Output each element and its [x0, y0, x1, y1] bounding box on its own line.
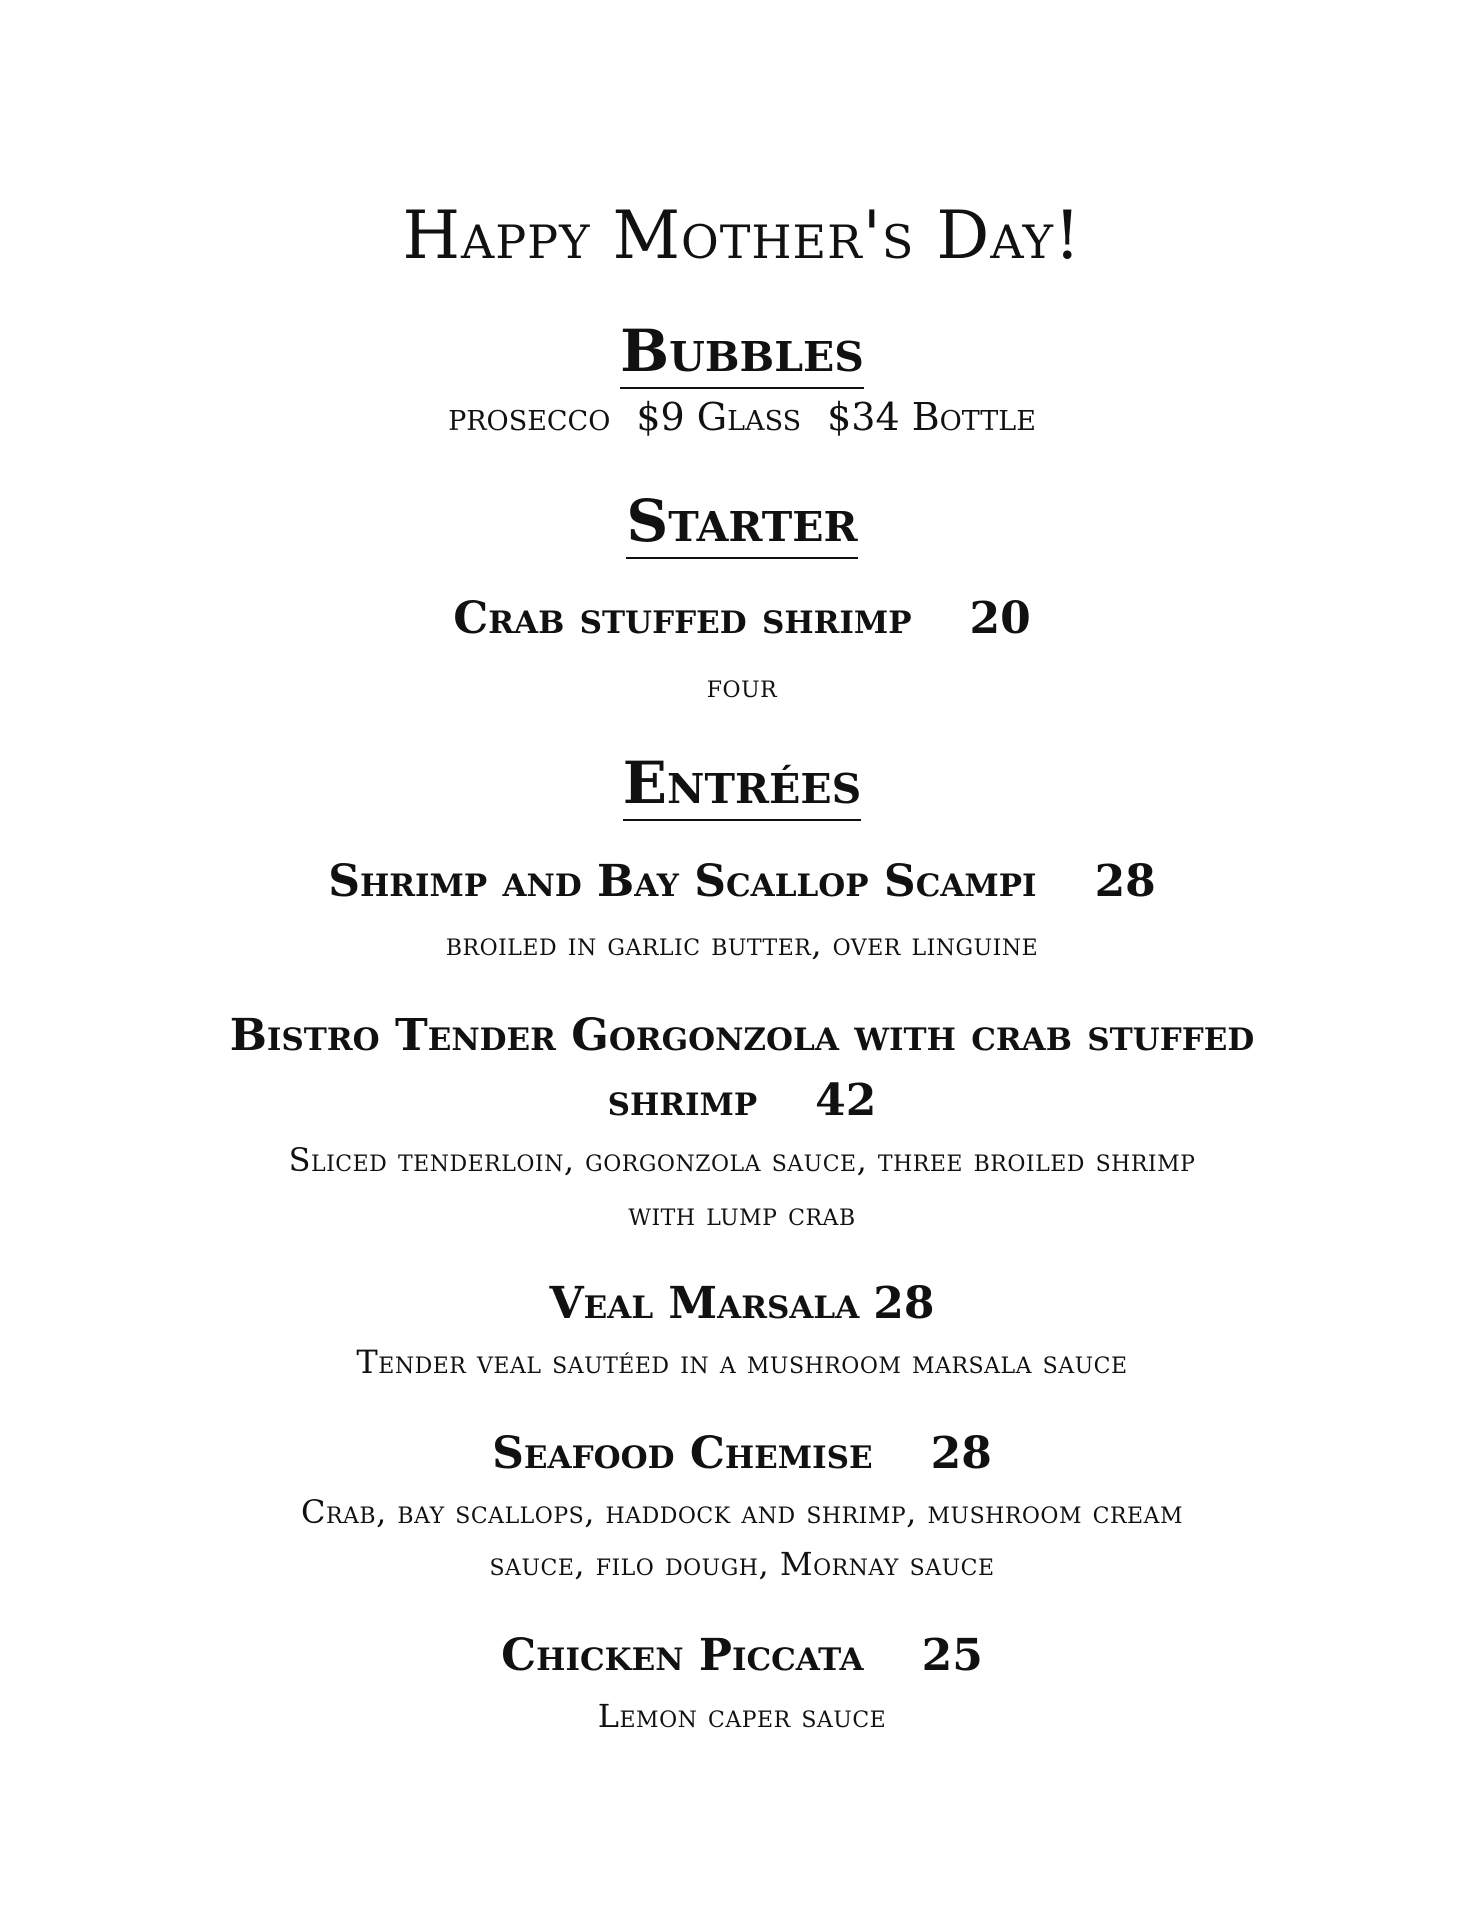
bubbles-item-line: [0, 395, 1484, 439]
entree-item-price: 28: [873, 1278, 935, 1329]
entree-item-title: [0, 1630, 1484, 1681]
entree-item-title: [0, 1428, 1484, 1479]
bubbles-glass-price: $9 Glass: [636, 395, 802, 439]
entree-item-desc-line2: with lump crab: [628, 1195, 856, 1233]
bubbles-bottle-price: $34 Bottle: [827, 395, 1036, 439]
entree-item-name-line2: shrimp: [607, 1075, 758, 1126]
page-title: Happy Mother's Day!: [402, 197, 1082, 274]
entree-item-title: [0, 1075, 1484, 1126]
entree-item-name: Seafood Chemise: [492, 1428, 873, 1479]
entree-item-desc: broiled in garlic butter, over linguine: [445, 925, 1039, 963]
bubbles-item-name: prosecco: [448, 395, 611, 439]
entree-item-name: Veal Marsala: [549, 1278, 860, 1329]
section-heading-entrees: [0, 749, 1484, 817]
entree-item-desc-line1: Sliced tenderloin, gorgonzola sauce, three broiled shrimp: [288, 1141, 1196, 1179]
entree-item-name: Shrimp and Bay Scallop Scampi: [328, 856, 1037, 907]
starter-heading-text: Starter: [626, 487, 857, 559]
starter-item-price: 20: [969, 593, 1031, 644]
entree-item-desc: Lemon caper sauce: [597, 1697, 887, 1735]
starter-item-title: [0, 593, 1484, 644]
entree-item-desc-line1: Crab, bay scallops, haddock and shrimp, mushroom cream: [300, 1493, 1184, 1531]
entree-item-price: 25: [921, 1630, 983, 1681]
entree-item-price: 28: [930, 1428, 992, 1479]
section-heading-bubbles: [0, 317, 1484, 385]
section-heading-starter: [0, 487, 1484, 555]
entree-item-price: 42: [815, 1075, 877, 1126]
entree-item-name-line1: Bistro Tender Gorgonzola with crab stuffed: [229, 1010, 1255, 1061]
entree-item-desc-line2: sauce, filo dough, Mornay sauce: [489, 1545, 995, 1583]
starter-item-desc: four: [706, 667, 778, 705]
entree-item-price: 28: [1094, 856, 1156, 907]
bubbles-heading-text: Bubbles: [620, 317, 864, 389]
entrees-heading-text: Entrées: [623, 749, 861, 821]
entree-item-desc: Tender veal sautéed in a mushroom marsala sauce: [356, 1343, 1128, 1381]
entree-item-title: [0, 856, 1484, 907]
entree-item-title: [0, 1278, 1484, 1329]
starter-item-name: Crab stuffed shrimp: [453, 593, 912, 644]
entree-item-name: Chicken Piccata: [501, 1630, 864, 1681]
